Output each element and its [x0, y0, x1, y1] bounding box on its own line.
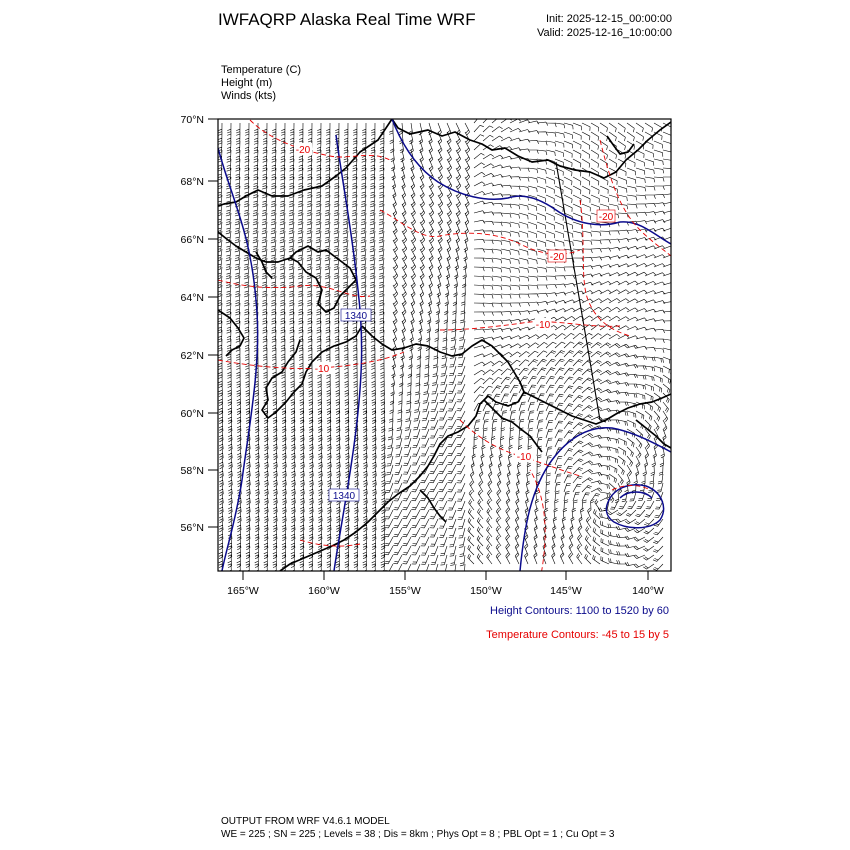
temp-label: -10 [314, 364, 330, 375]
temp-label: -10 [535, 320, 551, 331]
lat-label-56: 56°N [180, 522, 204, 534]
valid-time: Valid: 2025-12-16_10:00:00 [537, 27, 672, 39]
map-title: IWFAQRP Alaska Real Time WRF [218, 10, 476, 29]
field-winds-label: Winds (kts) [221, 90, 276, 102]
lat-label-66: 66°N [180, 234, 204, 246]
footer-model: OUTPUT FROM WRF V4.6.1 MODEL [221, 816, 390, 827]
wind-barbs [217, 116, 674, 576]
lat-label-68: 68°N [180, 176, 204, 188]
lon-label-165: 165°W [227, 585, 259, 597]
lat-label-60: 60°N [180, 408, 204, 420]
lon-label-155: 155°W [389, 585, 421, 597]
footer-config: WE = 225 ; SN = 225 ; Levels = 38 ; Dis = 8km ; Phys Opt = 8 ; PBL Opt = 1 ; Cu Opt = 3 [221, 829, 615, 840]
temperature-contour-note: Temperature Contours: -45 to 15 by 5 [486, 629, 669, 641]
init-time: Init: 2025-12-15_00:00:00 [546, 13, 672, 25]
height-contour-note: Height Contours: 1100 to 1520 by 60 [490, 605, 669, 617]
lat-label-64: 64°N [180, 292, 204, 304]
lat-label-58: 58°N [180, 465, 204, 477]
height-label: 1340 [332, 491, 356, 502]
lon-label-145: 145°W [550, 585, 582, 597]
lon-label-160: 160°W [308, 585, 340, 597]
lat-label-62: 62°N [180, 350, 204, 362]
lon-label-140: 140°W [632, 585, 664, 597]
wind-barb-set [217, 116, 674, 576]
temp-label: -20 [549, 252, 565, 263]
field-height-label: Height (m) [221, 77, 273, 89]
lat-ticks [208, 119, 218, 527]
temp-label: -10 [516, 452, 532, 463]
field-temperature-label: Temperature (C) [221, 64, 302, 76]
lat-label-70: 70°N [180, 114, 204, 126]
lon-ticks [243, 571, 648, 580]
height-label: 1340 [344, 311, 368, 322]
temp-label: -20 [295, 145, 311, 156]
temp-label: -20 [598, 212, 614, 223]
lon-label-150: 150°W [470, 585, 502, 597]
